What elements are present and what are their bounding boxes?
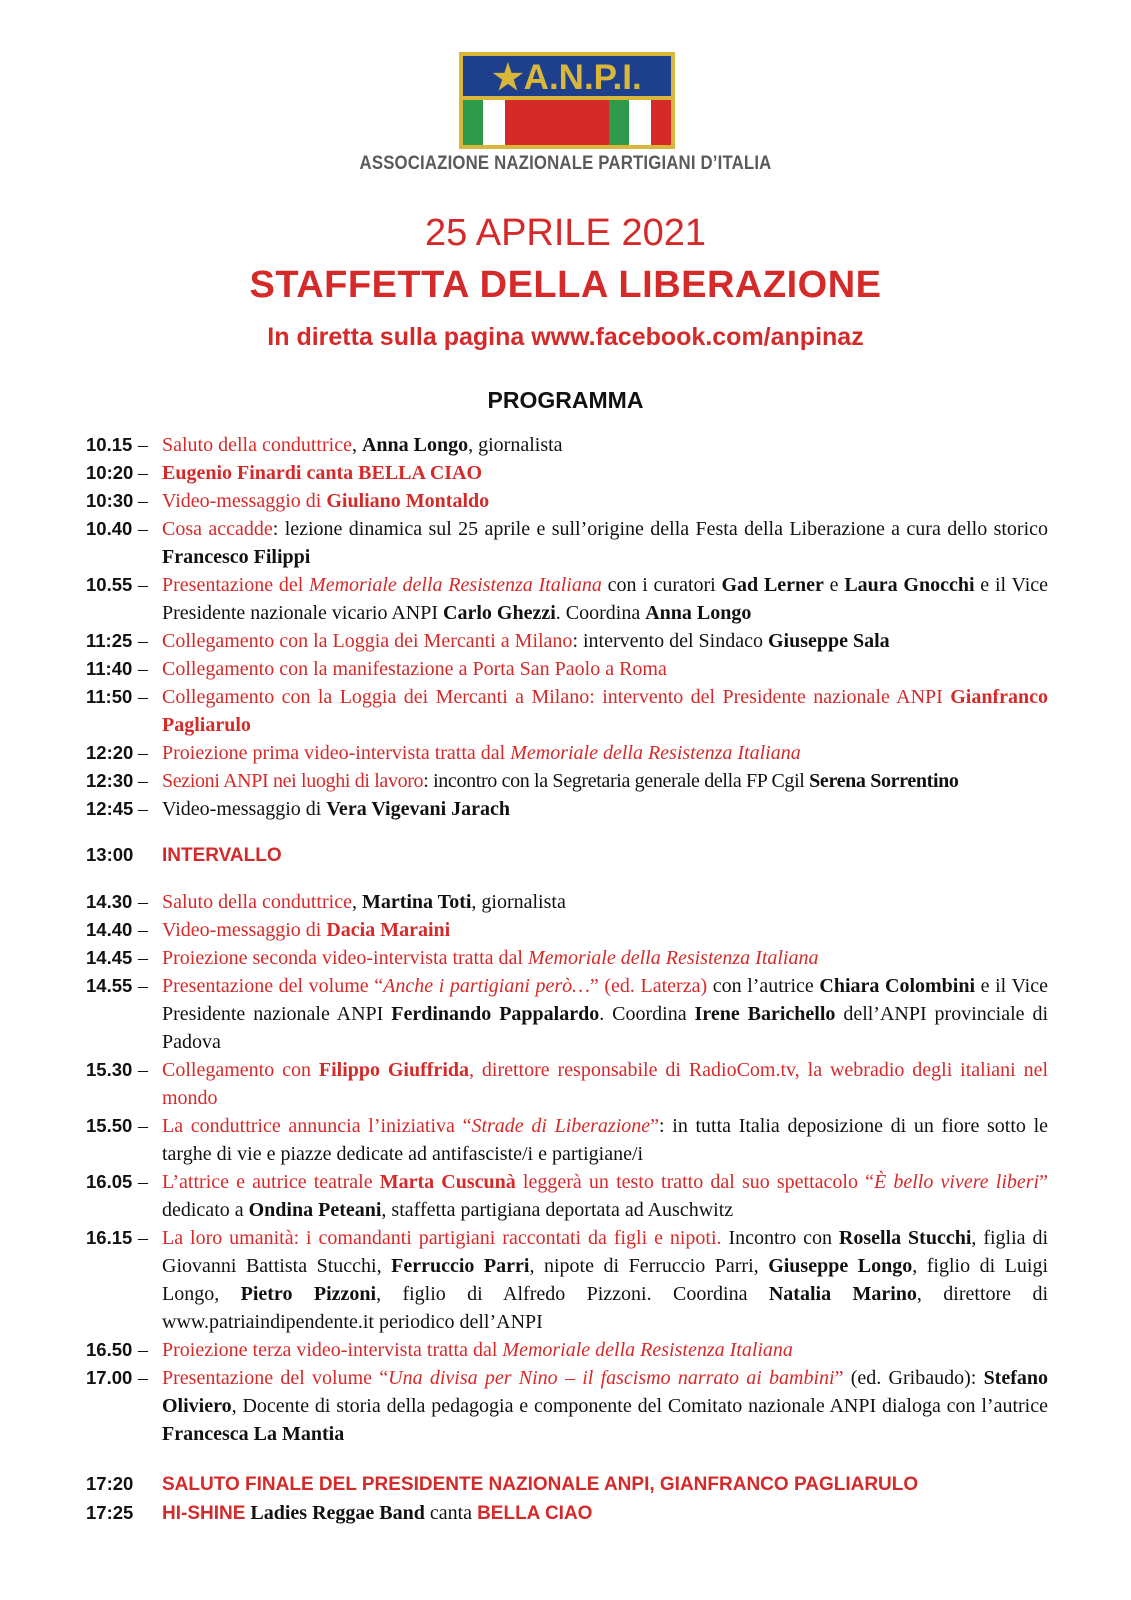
person-name: Marta Cuscunà [379,1171,516,1193]
closing-greeting: SALUTO FINALE DEL PRESIDENTE NAZIONALE ANPI, GIANFRANCO PAGLIARULO [162,1474,919,1495]
schedule-time: 13:00 [86,844,134,865]
schedule-row: 17.00 – Presentazione del volume “Una divisa per Nino – il fascismo narrato ai bambini” (ed. Gribaudo): Stefano Oliviero, Docente di storia della pedagogia e componente del Comitato nazionale ANPI dialoga con l’autrice Francesca La Mantia [86,1364,1048,1448]
person-name: Francesco Filippi [162,546,311,568]
schedule-row: 11:25 – Collegamento con la Loggia dei Mercanti a Milano: intervento del Sindaco Giuseppe Sala [86,627,1048,655]
schedule-row: 10:20 – Eugenio Finardi canta BELLA CIAO [86,459,1048,487]
schedule-time: 10.40 [86,518,133,539]
item-text: . Coordina [555,602,646,624]
person-name: Ferruccio Parri [391,1255,530,1277]
item-text: e [823,574,845,596]
schedule-time: 11:40 [86,658,133,679]
item-text: Video-messaggio di [162,798,327,820]
item-text: , [351,891,362,913]
tricolore-flag-left [463,100,525,145]
item-text: : in tutta Italia deposizione di un fiore sotto le targhe di vie e piazze dedicate ad antifasciste/i e partigiane/i [162,1115,1048,1165]
schedule-row: 10:30 – Video-messaggio di Giuliano Montaldo [86,487,1048,515]
item-text: Video-messaggio di [162,919,327,941]
item-text: leggerà un testo tratto dal suo spettacolo “ [515,1171,874,1193]
item-text: Una divisa per Nino – il fascismo narrato ai bambini [388,1367,835,1389]
schedule-time: 10.55 [86,574,133,595]
item-text: Collegamento con la Loggia dei Mercanti a Milano [162,630,573,652]
schedule-time: 12:20 [86,742,134,763]
item-text: Anche i partigiani però… [383,975,590,997]
band-name: HI-SHINE [162,1503,246,1524]
item-text: , nipote di Ferruccio Parri, [529,1255,769,1277]
person-name: Carlo Ghezzi [443,602,556,624]
schedule-row [86,841,1048,870]
item-text: , [351,434,362,456]
schedule-row: 14.45 – Proiezione seconda video-intervista tratta dal Memoriale della Resistenza Italiana [86,944,1048,972]
item-text: , figlio di Luigi Longo, [162,1255,1049,1305]
item-text: Presentazione del [162,574,310,596]
person-name: Dacia Maraini [326,919,451,941]
person-name: Anna Longo [645,602,752,624]
person-name: Francesca La Mantia [162,1423,345,1445]
schedule-time: 11:50 [86,686,133,707]
programma-heading: PROGRAMMA [487,387,644,413]
item-text: Memoriale della Resistenza Italiana [309,574,602,596]
band-name-suffix: Ladies Reggae Band [245,1502,425,1524]
item-text: Proiezione seconda video-intervista tratta dal [162,947,528,969]
event-date: 25 APRILE 2021 [425,212,706,254]
person-name: Serena Sorrentino [809,770,959,792]
schedule-row: 14.40 – Video-messaggio di Dacia Maraini [86,916,1048,944]
person-name: Vera Vigevani Jarach [326,798,511,820]
item-text: È bello vivere liberi [874,1171,1040,1193]
person-name: Giuseppe Longo [768,1255,913,1277]
person-name: Ferdinando Pappalardo [391,1003,600,1025]
item-text: Proiezione prima video-intervista tratta dal [162,742,511,764]
intermission-label: INTERVALLO [162,845,282,866]
person-name: Irene Barichello [694,1003,836,1025]
item-text: dedicato a [162,1199,249,1221]
item-text: Collegamento con [162,1059,319,1081]
person-name: Chiara Colombini [819,975,976,997]
person-name: Martina Toti [361,891,472,913]
tricolore-flag-right [609,100,671,145]
item-text: Presentazione del volume “ [162,975,384,997]
item-text: Presentazione del volume “ [162,1367,389,1389]
item-text: con i curatori [601,574,722,596]
schedule-time: 16.15 [86,1227,133,1248]
person-name: Anna Longo [361,434,469,456]
schedule-time: 10:20 [86,462,134,483]
association-name: ASSOCIAZIONE NAZIONALE PARTIGIANI D’ITALIA [359,152,772,174]
schedule-time: 15.30 [86,1059,133,1080]
item-text: e il Vice Presidente nazionale ANPI [162,975,1048,1025]
item-text: dell’ANPI provinciale di Padova [162,1003,1048,1053]
item-text: Memoriale della Resistenza Italiana [510,742,801,764]
schedule-row: 16.05 – L’attrice e autrice teatrale Marta Cuscunà leggerà un testo tratto dal suo spettacolo “È bello vivere liberi” dedicato a Ondina Peteani, staffetta partigiana deportata ad Auschwitz [86,1168,1048,1224]
item-text: Collegamento con la Loggia dei Mercanti a Milano: intervento del Presidente nazionale ANPI [162,686,951,708]
item-text: , figlio di Alfredo Pizzoni. Coordina [376,1283,769,1305]
schedule-time: 14.30 [86,891,133,912]
item-text: Memoriale della Resistenza Italiana [527,947,819,969]
item-text: Incontro con [721,1227,839,1249]
schedule-row: 10.40 – Cosa accadde: lezione dinamica sul 25 aprile e sull’origine della Festa della Liberazione a cura dello storico Francesco Filippi [86,515,1048,571]
song-title: BELLA CIAO [477,1503,593,1524]
item-text: , giornalista [471,891,566,913]
schedule-row: 15.50 – La conduttrice annuncia l’iniziativa “Strade di Liberazione”: in tutta Italia deposizione di un fiore sotto le targhe di vie e piazze dedicate ad antifasciste/i e partigiane/i [86,1112,1048,1168]
item-text: Saluto della conduttrice [162,434,352,456]
live-stream-note: In diretta sulla pagina www.facebook.com/anpinaz [267,323,864,351]
person-name: Giuseppe Sala [767,630,890,652]
schedule-time: 17.00 [86,1367,133,1388]
schedule-row: 11:40 – Collegamento con la manifestazione a Porta San Paolo a Roma [86,655,1048,683]
person-name: Giuliano Montaldo [326,490,490,512]
item-text: La conduttrice annuncia l’iniziativa “ [162,1115,472,1137]
schedule-time: 14.45 [86,947,133,968]
item-text: ” [834,1367,844,1389]
schedule-time: 14.40 [86,919,133,940]
item-text: L’attrice e autrice teatrale [162,1171,380,1193]
item-text: (ed. Gribaudo): [843,1367,984,1389]
item-text: canta [424,1502,478,1524]
schedule-row: 11:50 – Collegamento con la Loggia dei Mercanti a Milano: intervento del Presidente nazionale ANPI Gianfranco Pagliarulo [86,683,1048,739]
item-text: , staffetta partigiana deportata ad Auschwitz [381,1199,734,1221]
person-name: Stefano Oliviero [162,1367,1049,1417]
person-name: Rosella Stucchi [838,1227,972,1249]
item-text: con l’autrice [707,975,820,997]
schedule-list [86,431,1048,1528]
item-text: . Coordina [599,1003,695,1025]
schedule-row [86,1470,1048,1499]
schedule-row: 14.55 – Presentazione del volume “Anche i partigiani però…” (ed. Laterza) con l’autrice Chiara Colombini e il Vice Presidente nazionale ANPI Ferdinando Pappalardo. Coordina Irene Barichello dell’ANPI provinciale di Padova [86,972,1048,1056]
item-text: , Docente di storia della pedagogia e componente del Comitato nazionale ANPI dialoga con l’autrice [231,1395,1048,1417]
item-text: La loro umanità: i comandanti partigiani raccontati da figli e nipoti. [162,1227,722,1249]
schedule-row: 10.55 – Presentazione del Memoriale della Resistenza Italiana con i curatori Gad Lerner e Laura Gnocchi e il Vice Presidente nazionale vicario ANPI Carlo Ghezzi. Coordina Anna Longo [86,571,1048,627]
item-text: : intervento del Sindaco [572,630,768,652]
item-text: , giornalista [468,434,563,456]
schedule-time: 10.15 [86,434,133,455]
item-text: Memoriale della Resistenza Italiana [502,1339,793,1361]
item-text: ” (ed. Laterza) [589,975,708,997]
person-name: Gianfranco Pagliarulo [162,686,1048,736]
schedule-time: 16.50 [86,1339,133,1360]
schedule-row: 16.50 – Proiezione terza video-intervista tratta dal Memoriale della Resistenza Italiana [86,1336,1048,1364]
item-text: Sezioni ANPI nei luoghi di lavoro [162,770,424,792]
item-text: , direttore di www.patriaindipendente.it periodico dell’ANPI [162,1283,1048,1333]
schedule-time: 12:45 [86,798,134,819]
item-text: ” [1039,1171,1048,1193]
item-text: Strade di Liberazione [471,1115,651,1137]
item-text: Eugenio Finardi canta BELLA CIAO [162,462,483,484]
item-text: ” [650,1115,660,1137]
logo-lettering: ★A.N.P.I. [492,58,642,97]
item-text: e il Vice Presidente nazionale vicario ANPI [162,574,1049,624]
schedule-row [86,1499,1048,1528]
item-text: Saluto della conduttrice [162,891,352,913]
person-name: Gad Lerner [721,574,824,596]
schedule-time: 10:30 [86,490,134,511]
schedule-row: 15.30 – Collegamento con Filippo Giuffrida, direttore responsabile di RadioCom.tv, la webradio degli italiani nel mondo [86,1056,1048,1112]
schedule-time: 14.55 [86,975,133,996]
schedule-row: 16.15 – La loro umanità: i comandanti partigiani raccontati da figli e nipoti. Incontro con Rosella Stucchi, figlia di Giovanni Battista Stucchi, Ferruccio Parri, nipote di Ferruccio Parri, Giuseppe Longo, figlio di Luigi Longo, Pietro Pizzoni, figlio di Alfredo Pizzoni. Coordina Natalia Marino, direttore di www.patriaindipendente.it periodico dell’ANPI [86,1224,1048,1336]
item-text: , direttore responsabile di RadioCom.tv, la webradio degli italiani nel mondo [162,1059,1048,1109]
person-name: Natalia Marino [768,1283,917,1305]
schedule-row: 12:45 – Video-messaggio di Vera Vigevani Jarach [86,795,1048,823]
item-text: , figlia di Giovanni Battista Stucchi, [162,1227,1048,1277]
schedule-time: 16.05 [86,1171,133,1192]
item-text: : incontro con la Segretaria generale della FP Cgil [423,770,810,792]
anpi-logo [459,52,675,149]
item-text: Cosa accadde [162,518,273,540]
person-name: Pietro Pizzoni [240,1283,377,1305]
person-name: Filippo Giuffrida [318,1059,469,1081]
event-title: STAFFETTA DELLA LIBERAZIONE [249,264,882,306]
schedule-time: 11:25 [86,630,133,651]
item-text: Collegamento con la manifestazione a Porta San Paolo a Roma [162,658,667,680]
schedule-time: 17:25 [86,1502,134,1523]
schedule-row: 12:20 – Proiezione prima video-intervista tratta dal Memoriale della Resistenza Italiana [86,739,1048,767]
person-name: Ondina Peteani [248,1199,382,1221]
schedule-row: 14.30 – Saluto della conduttrice, Martina Toti, giornalista [86,888,1048,916]
person-name: Laura Gnocchi [844,574,975,596]
item-text: : lezione dinamica sul 25 aprile e sull’origine della Festa della Liberazione a cura dello storico [272,518,1049,540]
schedule-time: 15.50 [86,1115,133,1136]
schedule-row: 12:30 – Sezioni ANPI nei luoghi di lavoro: incontro con la Segretaria generale della FP Cgil Serena Sorrentino [86,767,1048,795]
item-text: Video-messaggio di [162,490,327,512]
schedule-time: 17:20 [86,1473,134,1494]
item-text: Proiezione terza video-intervista tratta dal [162,1339,503,1361]
schedule-row: 10.15 – Saluto della conduttrice, Anna Longo, giornalista [86,431,1048,459]
schedule-time: 12:30 [86,770,134,791]
